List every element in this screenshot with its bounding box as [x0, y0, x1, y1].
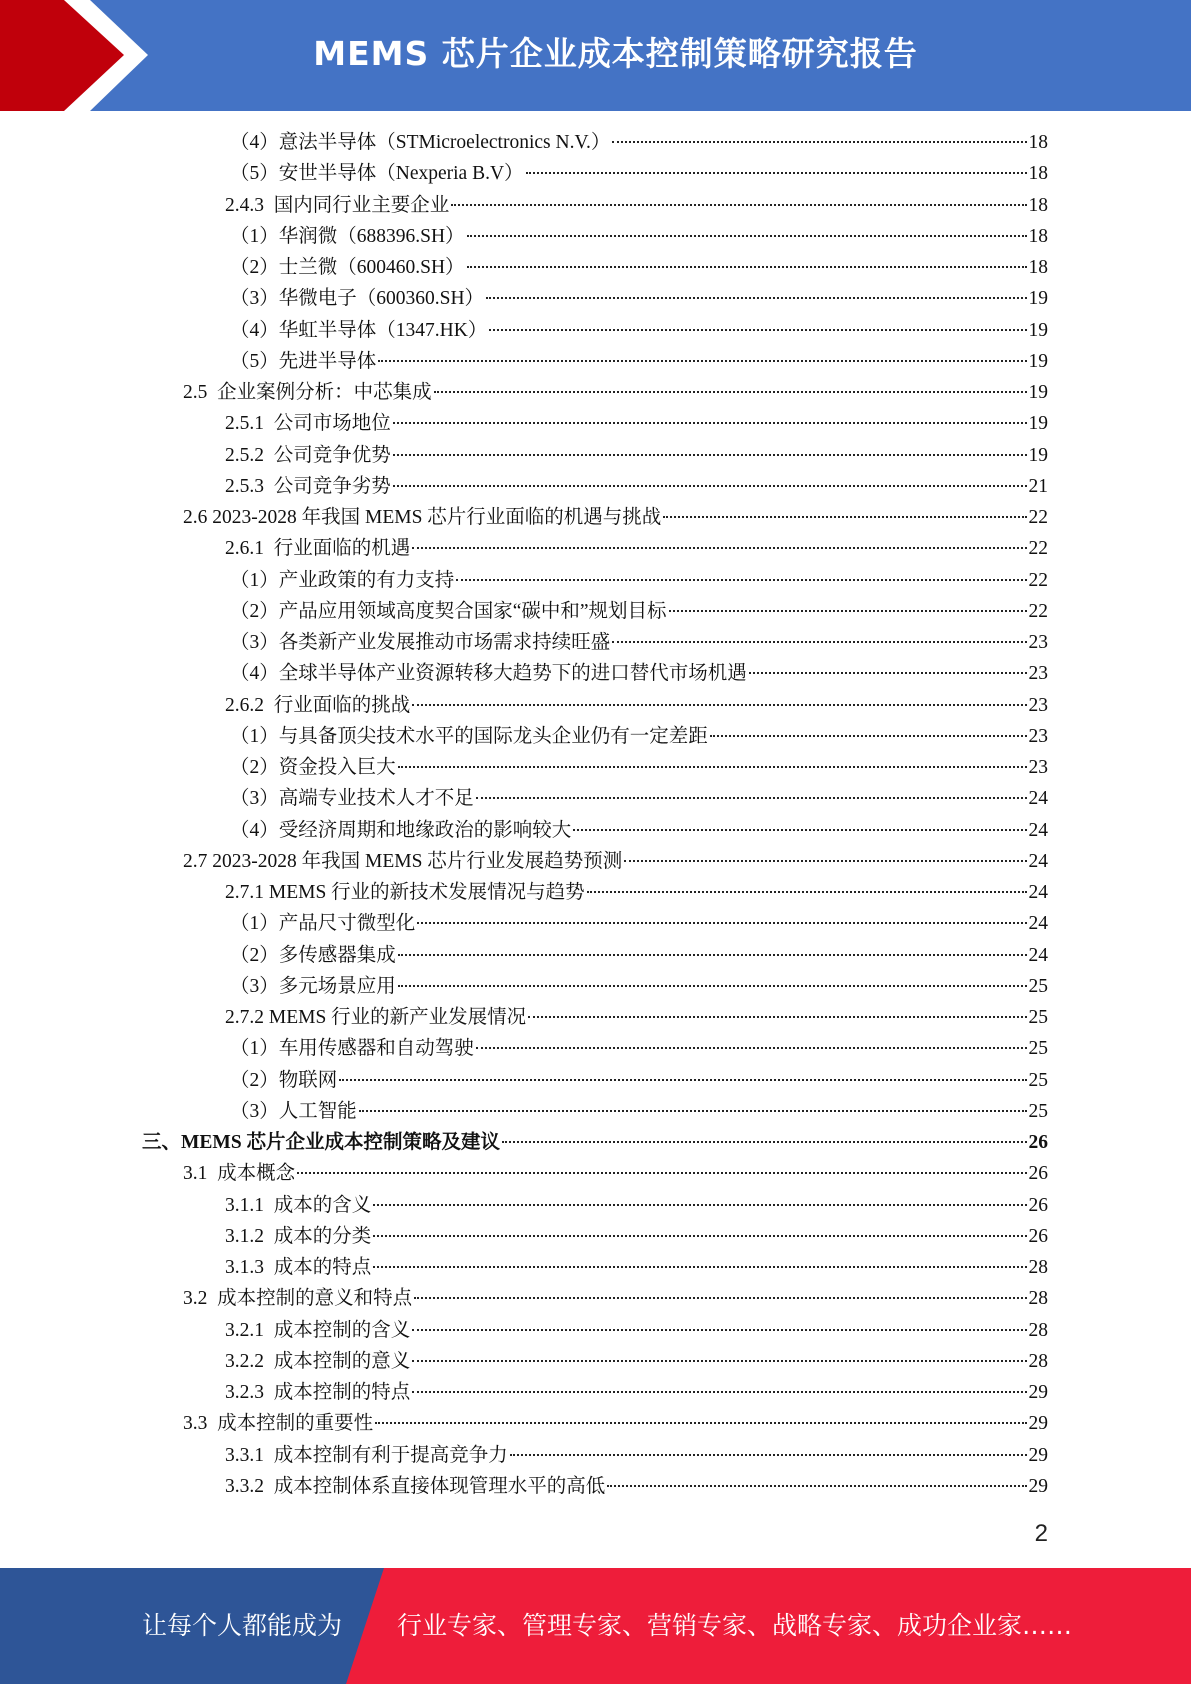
toc-entry[interactable] — [230, 596, 1048, 627]
toc-entry-title: 3.2.1 成本控制的含义 — [225, 1319, 411, 1341]
toc-entry-page: 19 — [1028, 319, 1048, 341]
toc-entry-page: 18 — [1028, 132, 1048, 153]
toc-entry-page: 29 — [1028, 1475, 1048, 1497]
toc-entry-page: 23 — [1028, 694, 1048, 716]
toc-entry[interactable] — [183, 377, 1048, 408]
toc-entry[interactable] — [225, 1440, 1048, 1471]
toc-dot-leader — [669, 610, 1027, 612]
toc-dot-leader — [359, 1110, 1027, 1112]
toc-entry-title: 3.1.1 成本的含义 — [225, 1194, 372, 1216]
toc-entry-title: 3.2.3 成本控制的特点 — [225, 1382, 411, 1403]
toc-entry-title: （5）先进半导体 — [230, 350, 377, 372]
toc-entry[interactable] — [225, 408, 1048, 439]
toc-entry-title: 2.6.2 行业面临的挑战 — [225, 694, 411, 716]
toc-entry[interactable] — [230, 1033, 1048, 1064]
toc-entry[interactable] — [230, 346, 1048, 377]
toc-entry[interactable] — [230, 940, 1048, 971]
toc-dot-leader — [373, 1204, 1026, 1206]
toc-dot-leader — [624, 860, 1026, 862]
toc-entry-title: （2）士兰微（600460.SH） — [230, 257, 465, 278]
toc-entry-page: 24 — [1028, 944, 1048, 966]
toc-entry-title: 3.3.2 成本控制体系直接体现管理水平的高低 — [225, 1475, 606, 1497]
toc-dot-leader — [412, 1360, 1026, 1362]
toc-entry[interactable] — [225, 1346, 1048, 1377]
toc-entry[interactable] — [225, 1315, 1048, 1346]
toc-dot-leader — [393, 454, 1027, 456]
toc-entry-page: 22 — [1028, 569, 1048, 591]
toc-entry[interactable] — [225, 1252, 1048, 1283]
toc-entry-title: 2.5.3 公司竞争劣势 — [225, 475, 391, 497]
toc-entry-title: 2.7.2 MEMS 行业的新产业发展情况 — [225, 1007, 527, 1028]
toc-entry[interactable] — [183, 1158, 1048, 1189]
toc-dot-leader — [398, 954, 1027, 956]
toc-entry[interactable] — [230, 158, 1048, 189]
toc-dot-leader — [414, 1297, 1026, 1299]
toc-entry[interactable] — [225, 471, 1048, 502]
toc-dot-leader — [373, 1266, 1026, 1268]
toc-entry[interactable] — [183, 1283, 1048, 1314]
toc-entry-page: 24 — [1028, 819, 1048, 841]
toc-entry-title: （4）全球半导体产业资源转移大趋势下的进口替代市场机遇 — [230, 663, 747, 685]
toc-dot-leader — [476, 797, 1027, 799]
toc-dot-leader — [398, 985, 1027, 987]
toc-entry-title: 2.4.3 国内同行业主要企业 — [225, 194, 450, 216]
toc-entry-page: 22 — [1028, 538, 1048, 560]
toc-entry-page: 28 — [1028, 1319, 1048, 1341]
toc-entry-page: 19 — [1028, 382, 1048, 403]
toc-dot-leader — [412, 704, 1026, 706]
toc-entry[interactable] — [225, 1190, 1048, 1221]
toc-dot-leader — [339, 1079, 1026, 1081]
toc-entry-title: （3）多元场景应用 — [230, 975, 396, 997]
toc-entry-title: （2）资金投入巨大 — [230, 757, 396, 778]
toc-entry-page: 19 — [1028, 444, 1048, 466]
toc-entry-title: （3）各类新产业发展推动市场需求持续旺盛 — [230, 632, 611, 653]
toc-entry-title: （3）华微电子（600360.SH） — [230, 288, 485, 310]
toc-dot-leader — [573, 829, 1026, 831]
toc-entry-page: 25 — [1028, 1007, 1048, 1028]
toc-entry-title: （3）高端专业技术人才不足 — [230, 788, 474, 810]
toc-dot-leader — [528, 1016, 1026, 1018]
toc-entry[interactable] — [230, 283, 1048, 314]
toc-entry[interactable] — [183, 502, 1048, 533]
toc-entry[interactable] — [230, 908, 1048, 939]
toc-entry[interactable] — [142, 1127, 1048, 1158]
toc-entry-page: 18 — [1028, 163, 1048, 185]
toc-entry[interactable] — [225, 190, 1048, 221]
toc-entry[interactable] — [225, 1002, 1048, 1033]
page-footer — [0, 1568, 1191, 1684]
toc-entry-title: 3.1 成本概念 — [183, 1163, 296, 1185]
toc-entry[interactable] — [230, 627, 1048, 658]
toc-entry-page: 19 — [1028, 350, 1048, 372]
toc-entry[interactable] — [230, 658, 1048, 689]
toc-dot-leader — [378, 360, 1026, 362]
toc-entry-title: （1）华润微（688396.SH） — [230, 225, 465, 247]
footer-slogan-left: 让每个人都能成为 — [142, 1611, 343, 1640]
toc-entry-page: 18 — [1028, 194, 1048, 216]
toc-entry[interactable] — [230, 783, 1048, 814]
toc-entry-page: 26 — [1028, 1194, 1048, 1216]
toc-entry[interactable] — [225, 690, 1048, 721]
toc-dot-leader — [607, 1485, 1026, 1487]
toc-entry[interactable] — [230, 252, 1048, 283]
toc-entry-title: （1）产业政策的有力支持 — [230, 569, 455, 591]
toc-dot-leader — [612, 641, 1026, 643]
toc-entry-page: 19 — [1028, 288, 1048, 310]
toc-entry-page: 28 — [1028, 1350, 1048, 1372]
toc-entry-page: 23 — [1028, 632, 1048, 653]
toc-dot-leader — [373, 1235, 1026, 1237]
toc-entry[interactable] — [230, 221, 1048, 252]
toc-entry-page: 29 — [1028, 1413, 1048, 1435]
toc-entry-title: 2.5 企业案例分析：中芯集成 — [183, 382, 432, 403]
toc-dot-leader — [451, 204, 1026, 206]
toc-entry-title: 2.5.2 公司竞争优势 — [225, 444, 391, 466]
toc-entry-title: （4）受经济周期和地缘政治的影响较大 — [230, 819, 572, 841]
toc-entry-title: 3.2 成本控制的意义和特点 — [183, 1288, 413, 1310]
toc-entry-page: 25 — [1028, 1038, 1048, 1060]
toc-entry-title: 2.5.1 公司市场地位 — [225, 413, 391, 435]
toc-entry[interactable] — [225, 1377, 1048, 1408]
toc-entry-page: 23 — [1028, 757, 1048, 778]
toc-dot-leader — [749, 672, 1027, 674]
page-number: 2 — [1034, 1520, 1048, 1547]
toc-entry-page: 18 — [1028, 225, 1048, 247]
toc-entry-title: （1）产品尺寸微型化 — [230, 913, 416, 935]
toc-entry-page: 23 — [1028, 725, 1048, 747]
toc-entry-page: 21 — [1028, 475, 1048, 497]
toc-dot-leader — [456, 579, 1026, 581]
toc-entry[interactable] — [225, 533, 1048, 564]
toc-entry-title: 3.3 成本控制的重要性 — [183, 1413, 374, 1435]
footer-slogan-right: 行业专家、管理专家、营销专家、战略专家、成功企业家…… — [397, 1611, 1073, 1640]
toc-entry-title: （5）安世半导体（Nexperia B.V） — [230, 163, 524, 185]
toc-entry-page: 28 — [1028, 1288, 1048, 1310]
toc-entry[interactable] — [230, 565, 1048, 596]
toc-dot-leader — [710, 735, 1027, 737]
toc-dot-leader — [412, 1391, 1026, 1393]
toc-entry[interactable] — [225, 877, 1048, 908]
toc-entry-page: 22 — [1028, 600, 1048, 622]
toc-entry-page: 29 — [1028, 1382, 1048, 1403]
toc-entry-title: （2）物联网 — [230, 1069, 338, 1091]
toc-entry-page: 23 — [1028, 663, 1048, 685]
toc-entry[interactable] — [230, 315, 1048, 346]
toc-entry[interactable] — [183, 846, 1048, 877]
toc-entry-title: 2.6.1 行业面临的机遇 — [225, 538, 411, 560]
toc-entry-title: （1）车用传感器和自动驾驶 — [230, 1038, 474, 1060]
toc-dot-leader — [467, 235, 1027, 237]
toc-entry-title: 3.2.2 成本控制的意义 — [225, 1350, 411, 1372]
toc-dot-leader — [393, 422, 1027, 424]
toc-dot-leader — [412, 547, 1026, 549]
toc-dot-leader — [502, 1141, 1026, 1143]
toc-entry-page: 24 — [1028, 913, 1048, 935]
toc-entry-title: （2）产品应用领域高度契合国家“碳中和”规划目标 — [230, 600, 667, 622]
toc-entry[interactable] — [225, 1471, 1048, 1502]
toc-entry-title: 3.3.1 成本控制有利于提高竞争力 — [225, 1444, 508, 1466]
toc-entry-title: 3.1.2 成本的分类 — [225, 1225, 372, 1247]
toc-entry-page: 25 — [1028, 1100, 1048, 1122]
toc-entry[interactable] — [230, 815, 1048, 846]
toc-entry-title: 2.7.1 MEMS 行业的新技术发展情况与趋势 — [225, 882, 585, 903]
toc-entry-page: 18 — [1028, 257, 1048, 278]
toc-dot-leader — [587, 891, 1027, 893]
toc-dot-leader — [375, 1422, 1026, 1424]
toc-entry-page: 22 — [1028, 507, 1048, 528]
toc-entry-page: 24 — [1028, 882, 1048, 903]
toc-dot-leader — [489, 329, 1026, 331]
toc-entry-page: 29 — [1028, 1444, 1048, 1466]
toc-entry[interactable] — [225, 1221, 1048, 1252]
toc-entry-title: 2.6 2023-2028 年我国 MEMS 芯片行业面临的机遇与挑战 — [183, 507, 662, 528]
toc-entry[interactable] — [230, 1065, 1048, 1096]
report-title: MEMS 芯片企业成本控制策略研究报告 — [313, 34, 918, 73]
toc-entry[interactable] — [230, 721, 1048, 752]
toc-entry[interactable] — [230, 127, 1048, 158]
toc-entry[interactable] — [183, 1408, 1048, 1439]
toc-entry-page: 26 — [1028, 1132, 1048, 1153]
toc-entry-title: （4）华虹半导体（1347.HK） — [230, 319, 488, 341]
toc-entry-page: 26 — [1028, 1163, 1048, 1185]
toc-entry-page: 25 — [1028, 1069, 1048, 1091]
toc-entry[interactable] — [230, 971, 1048, 1002]
toc-entry-page: 19 — [1028, 413, 1048, 435]
toc-dot-leader — [393, 485, 1027, 487]
toc-entry-page: 26 — [1028, 1225, 1048, 1247]
toc-dot-leader — [663, 516, 1026, 518]
toc-entry-page: 28 — [1028, 1257, 1048, 1278]
toc-entry-page: 25 — [1028, 975, 1048, 997]
toc-entry[interactable] — [230, 1096, 1048, 1127]
toc-dot-leader — [417, 922, 1026, 924]
toc-dot-leader — [412, 1329, 1026, 1331]
toc-entry-title: （4）意法半导体（STMicroelectronics N.V.） — [230, 132, 611, 153]
toc-entry-page: 24 — [1028, 850, 1048, 872]
toc-dot-leader — [467, 266, 1027, 268]
toc-entry-title: 三、MEMS 芯片企业成本控制策略及建议 — [142, 1132, 501, 1153]
toc-dot-leader — [434, 391, 1027, 393]
toc-entry-page: 24 — [1028, 788, 1048, 810]
toc-dot-leader — [526, 172, 1027, 174]
toc-dot-leader — [486, 297, 1026, 299]
toc-entry-title: （1）与具备顶尖技术水平的国际龙头企业仍有一定差距 — [230, 725, 708, 747]
toc-dot-leader — [612, 141, 1026, 143]
toc-entry-title: 2.7 2023-2028 年我国 MEMS 芯片行业发展趋势预测 — [183, 850, 623, 872]
toc-dot-leader — [510, 1454, 1027, 1456]
toc-dot-leader — [297, 1172, 1026, 1174]
page-header — [0, 0, 1191, 111]
toc-entry[interactable] — [230, 752, 1048, 783]
toc-entry-title: （3）人工智能 — [230, 1100, 357, 1122]
toc-dot-leader — [398, 766, 1027, 768]
toc-dot-leader — [476, 1047, 1027, 1049]
toc-entry-title: （2）多传感器集成 — [230, 944, 396, 966]
toc-entry-title: 3.1.3 成本的特点 — [225, 1257, 372, 1278]
toc-entry[interactable] — [225, 440, 1048, 471]
